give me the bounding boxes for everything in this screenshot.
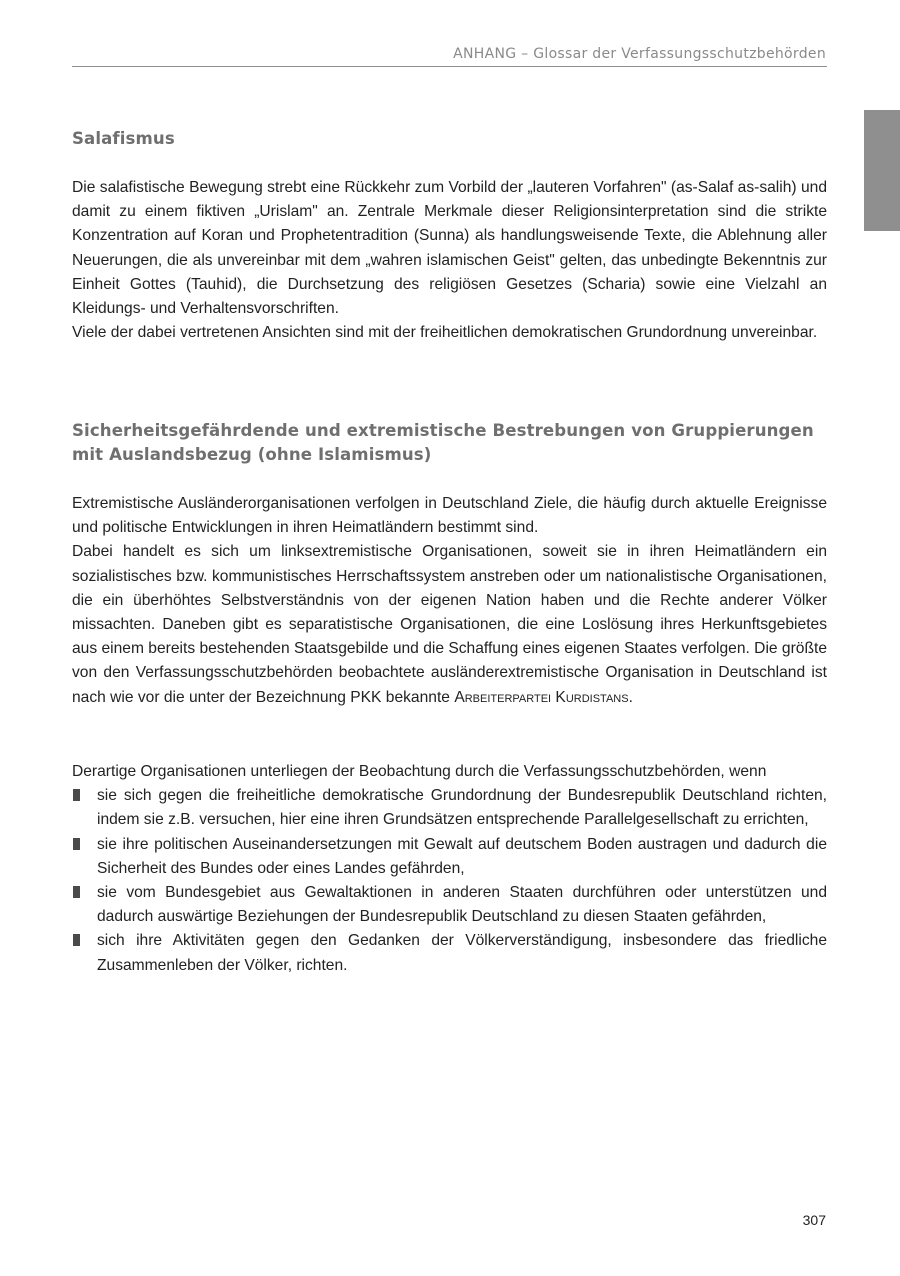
chapter-thumb-tab <box>864 110 900 231</box>
organisation-name: Arbeiterpartei Kurdistans <box>454 688 629 706</box>
section-heading-auslandsbezug: Sicherheitsgefährdende und extremistische Bestrebungen von Gruppierungen mit Auslandsbezug (ohne Islamismus) <box>72 421 814 464</box>
list-item <box>72 833 827 881</box>
section-body-auslandsbezug <box>72 492 827 710</box>
paragraph <box>72 540 827 709</box>
list-item-text: sich ihre Aktivitäten gegen den Gedanken der Völkerverständigung, insbesondere das friedliche Zusammenleben der Völker, richten. <box>97 932 827 974</box>
paragraph: Die salafistische Bewegung strebt eine Rückkehr zum Vorbild der „lauteren Vorfahren" (as-Salaf as-salih) und damit zu einem fiktiven „Urislam" an. Zentrale Merkmale dieser Religionsinterpretation sind die strikte Konzentration auf Koran und Prophetentradition (Sunna) als handlungsweisende Texte, die Ablehnung aller Neuerungen, die als unvereinbar mit dem „wahren islamischen Geist" gelten, das unbedingte Bekenntnis zur Einheit Gottes (Tauhid), die Durchsetzung des religiösen Gesetzes (Scharia) sowie eine Vielzahl an Kleidungs- und Verhaltensvorschriften. <box>72 179 827 318</box>
list-item <box>72 784 827 832</box>
square-bullet-icon <box>73 789 80 801</box>
list-item-text: sie sich gegen die freiheitliche demokratische Grundordnung der Bundesrepublik Deutschland richten, indem sie z.B. versuchen, hier eine ihren Grundsätzen entsprechende Parallelgesellschaft zu errichten, <box>97 787 827 829</box>
paragraph: Viele der dabei vertretenen Ansichten sind mit der freiheitlichen demokratischen Grundordnung unvereinbar. <box>72 324 818 342</box>
paragraph: Extremistische Ausländerorganisationen verfolgen in Deutschland Ziele, die häufig durch aktuelle Ereignisse und politische Entwicklungen in ihren Heimatländern bestimmt sind. <box>72 495 827 537</box>
criteria-intro: Derartige Organisationen unterliegen der Beobachtung durch die Verfassungsschutzbehörden, wenn <box>72 763 767 780</box>
square-bullet-icon <box>73 838 80 850</box>
running-header: ANHANG – Glossar der Verfassungsschutzbehörden <box>453 46 826 62</box>
criteria-list <box>72 784 827 978</box>
list-item-text: sie vom Bundesgebiet aus Gewaltaktionen in anderen Staaten durchführen oder unterstützen und dadurch auswärtige Beziehungen der Bundesrepublik Deutschland zu diesen Staaten gefährden, <box>97 884 827 926</box>
observation-criteria <box>72 760 827 978</box>
header-divider <box>72 66 827 67</box>
list-item <box>72 929 827 977</box>
list-item-text: sie ihre politischen Auseinandersetzungen mit Gewalt auf deutschem Boden austragen und dadurch die Sicherheit des Bundes oder eines Landes gefährden, <box>97 835 827 877</box>
page-number: 307 <box>802 1212 826 1228</box>
list-item <box>72 881 827 929</box>
paragraph-text: Dabei handelt es sich um linksextremistische Organisationen, soweit sie in ihren Heimatländern ein sozialistisches bzw. kommunistisches Herrschaftssystem anstreben oder um nationalistische Organisationen, die ein überhöhtes Selbstverständnis von der eigenen Nation haben und die Rechte anderer Völker missachten. Daneben gibt es separatistische Organisationen, die eine Loslösung ihres Herkunftsgebietes aus einem bereits bestehenden Staatsgebilde und die Schaffung eines eigenen Staates verfolgen. Die größte von den Verfassungsschutzbehörden beobachtete ausländerextremistische Organisation in Deutschland ist nach wie vor die unter der Bezeichnung PKK bekannte <box>72 543 827 706</box>
square-bullet-icon <box>73 886 80 898</box>
section-body-salafismus <box>72 176 827 345</box>
square-bullet-icon <box>73 934 80 946</box>
section-heading-salafismus: Salafismus <box>72 129 175 148</box>
organisation-suffix: . <box>628 688 633 706</box>
